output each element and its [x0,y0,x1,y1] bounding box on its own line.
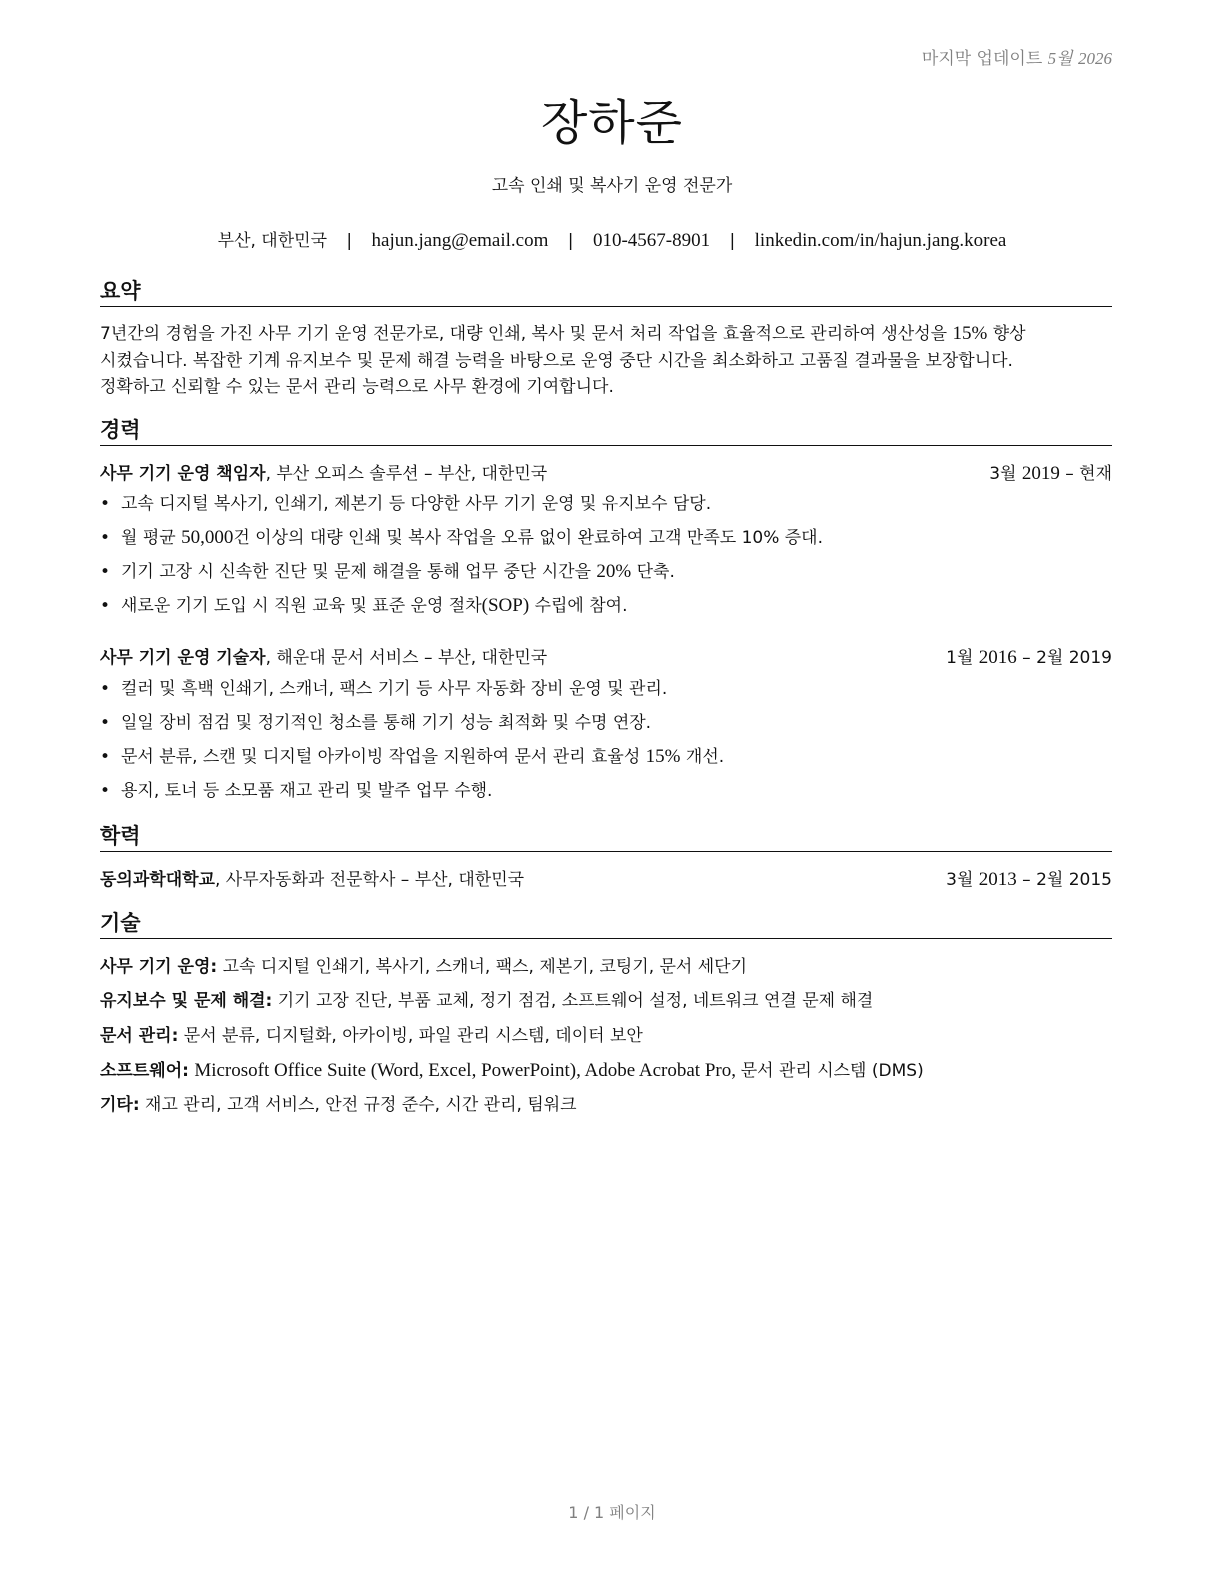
education-entry [100,868,1112,892]
section-title-skills: 기술 [100,910,1112,939]
skill-value-serif: Microsoft Office Suite (Word, Excel, PowerPoint), Adobe Acrobat Pro, [194,1060,741,1081]
bullet-icon: • [100,781,111,801]
date-year: 2016 [978,647,1017,668]
last-updated-month: 5월 [1047,49,1073,68]
skill-row [100,1059,1112,1083]
bullet-text: 월 평균 [121,528,182,548]
job-bullet [100,526,1112,550]
job-bullet [100,560,1112,584]
section-title-summary: 요약 [100,278,1112,307]
date-year: 2019 [1021,463,1060,484]
bullet-icon: • [100,494,111,514]
skill-row [100,955,1112,979]
skill-label: 기타: [100,1095,140,1115]
contact-separator: | [729,231,736,251]
bullet-icon: • [100,713,111,733]
skill-label: 문서 관리: [100,1026,179,1046]
skill-label: 유지보수 및 문제 해결: [100,991,273,1011]
job-bullet [100,779,1112,803]
page-indicator: 1 / 1 페이지 [568,1503,656,1522]
bullet-text: 단축. [631,562,675,582]
job-company: , 해운대 문서 서비스 – 부산, 대한민국 [265,648,548,668]
job-header [100,462,1112,486]
summary-line [100,321,1118,348]
contact-separator: | [346,231,353,251]
school-detail: , 사무자동화과 전문학사 – 부산, 대한민국 [214,870,525,890]
job-role: 사무 기기 운영 기술자 [100,648,266,668]
bullet-text: 새로운 기기 도입 시 직원 교육 및 표준 운영 절차 [121,596,482,616]
contact-separator: | [567,231,574,251]
summary-line: 정확하고 신뢰할 수 있는 문서 관리 능력으로 사무 환경에 기여합니다. [100,377,614,397]
last-updated-year: 2026 [1078,49,1112,68]
summary-text [100,321,1118,401]
school-name: 동의과학대학교 [100,870,215,890]
summary-number: 15% [952,323,988,344]
skill-value: 문서 분류, 디지털화, 아카이빙, 파일 관리 시스템, 데이터 보안 [178,1026,643,1046]
last-updated [922,44,1112,69]
bullet-text: 문서 분류, 스캔 및 디지털 아카이빙 작업을 지원하여 문서 관리 효율성 [121,747,646,767]
contact-location: 부산, 대한민국 [217,231,327,251]
bullet-icon: • [100,596,111,616]
job-bullet [100,677,1112,701]
summary-line: 시켰습니다. 복잡한 기계 유지보수 및 문제 해결 능력을 바탕으로 운영 중단 시간을 최소화하고 고품질 결과물을 보장합니다. [100,350,1013,371]
job-bullet [100,711,1112,735]
contact-phone: 010-4567-8901 [592,230,711,251]
summary-text-part: 향상 [987,324,1026,344]
skill-row [100,1093,1112,1117]
section-title-education: 학력 [100,823,1112,852]
bullet-icon: • [100,747,111,767]
bullet-number: 50,000 [181,527,234,548]
skill-row [100,989,1112,1013]
job-bullet [100,745,1112,769]
date-year: 2013 [978,869,1017,890]
contact-line [0,226,1224,252]
skill-value: 기기 고장 진단, 부품 교체, 정기 점검, 소프트웨어 설정, 네트워크 연결 문제 해결 [272,991,874,1011]
job-role: 사무 기기 운영 책임자 [100,464,266,484]
bullet-number: 15% [645,746,681,767]
bullet-text: 컬러 및 흑백 인쇄기, 스캐너, 팩스 기기 등 사무 자동화 장비 운영 및 관리. [121,679,668,699]
bullet-icon: • [100,528,111,548]
contact-email[interactable]: hajun.jang@email.com [371,230,549,251]
candidate-name: 장하준 [540,95,684,151]
bullet-icon: • [100,562,111,582]
bullet-text: 개선. [680,747,725,767]
summary-text-part: 7년간의 경험을 가진 사무 기기 운영 전문가로, 대량 인쇄, 복사 및 문서 처리 작업을 효율적으로 관리하여 생산성을 [100,324,953,344]
skill-label: 소프트웨어: [100,1061,189,1081]
bullet-number: 20% [596,561,632,582]
job-bullet [100,492,1112,516]
date-month: 3월 [946,870,979,890]
job-company: , 부산 오피스 솔루션 – 부산, 대한민국 [265,464,548,484]
job-bullet [100,594,1112,618]
date-end: – 2월 2015 [1016,870,1112,890]
contact-linkedin[interactable]: linkedin.com/in/hajun.jang.korea [754,230,1007,251]
bullet-number: (SOP) [481,595,530,616]
skill-row [100,1024,1112,1048]
date-month: 3월 [989,464,1022,484]
date-end: – 2월 2019 [1016,648,1112,668]
bullet-text: 용지, 토너 등 소모품 재고 관리 및 발주 업무 수행. [121,781,493,801]
date-end: – 현재 [1059,464,1112,484]
bullet-text: 일일 장비 점검 및 정기적인 청소를 통해 기기 성능 최적화 및 수명 연장. [121,713,652,733]
skill-value: 재고 관리, 고객 서비스, 안전 규정 준수, 시간 관리, 팀워크 [139,1095,577,1115]
job-header [100,646,1112,670]
candidate-headline: 고속 인쇄 및 복사기 운영 전문가 [491,176,733,196]
bullet-text: 고속 디지털 복사기, 인쇄기, 제본기 등 다양한 사무 기기 운영 및 유지보수 담당. [121,494,712,514]
skill-value-tail: 문서 관리 시스템 (DMS) [740,1061,924,1081]
bullet-text: 수립에 참여. [529,596,628,616]
bullet-icon: • [100,679,111,699]
bullet-text: 건 이상의 대량 인쇄 및 복사 작업을 오류 없이 완료하여 고객 만족도 10% 증대. [233,528,824,548]
skill-label: 사무 기기 운영: [100,957,218,977]
last-updated-label: 마지막 업데이트 [921,49,1043,69]
skill-value: 고속 디지털 인쇄기, 복사기, 스캐너, 팩스, 제본기, 코팅기, 문서 세단기 [217,957,748,977]
education-dates [946,868,1112,892]
date-month: 1월 [946,648,979,668]
bullet-text: 기기 고장 시 신속한 진단 및 문제 해결을 통해 업무 중단 시간을 [121,562,597,582]
job-dates [989,462,1112,486]
job-dates [946,646,1112,670]
section-title-experience: 경력 [100,417,1112,446]
